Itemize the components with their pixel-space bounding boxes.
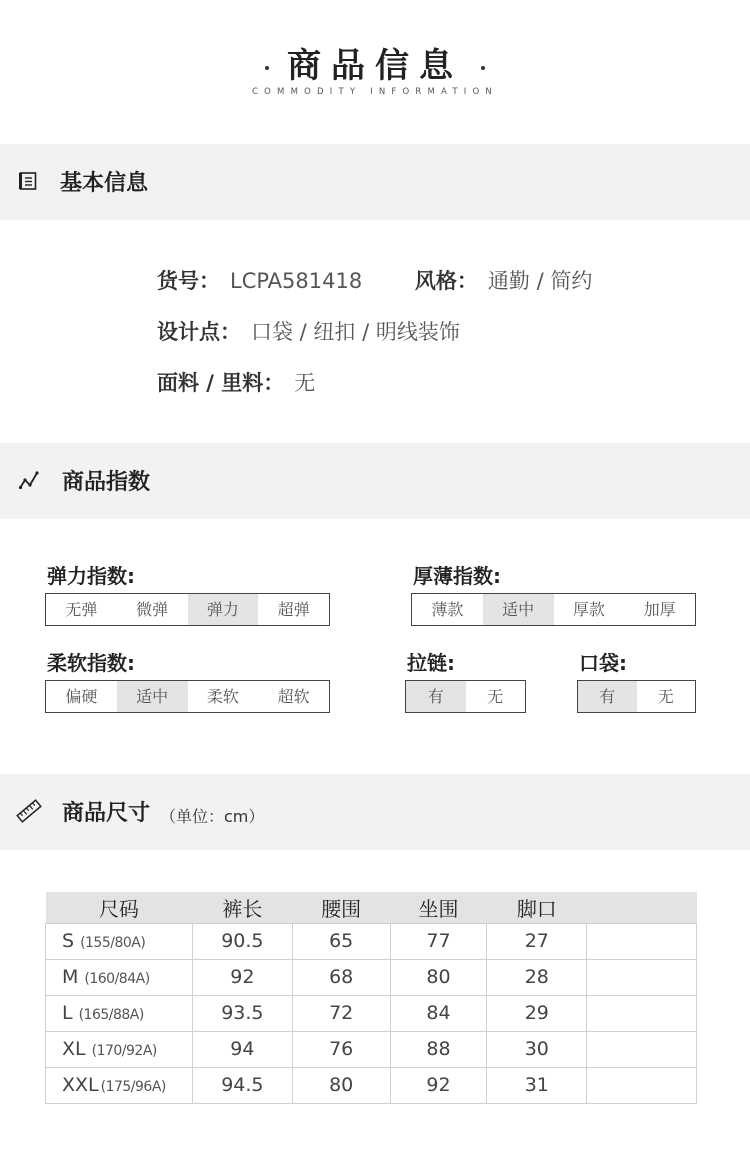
blank-cell: [587, 923, 697, 959]
size-table-header: [46, 892, 697, 923]
section-title-basic-info: 基本信息: [60, 171, 149, 196]
line-chart-icon: [18, 469, 40, 491]
size-cell: [46, 923, 193, 959]
col-header-blank: [587, 892, 697, 923]
section-bar-size: [0, 774, 750, 850]
length-cell: 94: [192, 1031, 292, 1067]
info-row-fabric: [157, 367, 315, 397]
thickness-scale: [411, 593, 696, 626]
elasticity-option: 微弹: [136, 600, 169, 619]
style-label: 风格：: [414, 269, 478, 293]
blank-cell: [587, 1031, 697, 1067]
fabric-label: 面料 / 里料：: [157, 371, 285, 395]
section-bar-index: [0, 443, 750, 519]
design-value: 口袋 / 纽扣 / 明线装饰: [251, 320, 460, 344]
page-subtitle: COMMODITY INFORMATION: [252, 87, 498, 97]
hip-cell: 84: [390, 995, 487, 1031]
title-dot-left: [265, 66, 269, 70]
elasticity-option: 超弹: [277, 600, 310, 619]
section-bar-basic-info: [0, 144, 750, 220]
softness-option: 柔软: [206, 687, 239, 706]
size-label: XL: [62, 1038, 86, 1060]
blank-cell: [587, 959, 697, 995]
zipper-scale: [405, 680, 526, 713]
waist-cell: 76: [292, 1031, 390, 1067]
page-title-text: 商品信息: [287, 46, 463, 86]
size-code: (165/88A): [78, 1007, 144, 1023]
size-cell: [46, 959, 193, 995]
table-row: [46, 1067, 697, 1103]
length-cell: 93.5: [192, 995, 292, 1031]
zipper-title: 拉链:: [407, 651, 455, 675]
thickness-title: 厚薄指数:: [413, 564, 501, 588]
length-cell: 94.5: [192, 1067, 292, 1103]
document-list-icon: [18, 170, 40, 192]
col-header-hem: 脚口: [487, 892, 587, 923]
size-cell: [46, 1067, 193, 1103]
waist-cell: 68: [292, 959, 390, 995]
col-header-length: 裤长: [192, 892, 292, 923]
ruler-icon: [16, 798, 42, 824]
softness-scale: [45, 680, 330, 713]
table-row: [46, 1031, 697, 1067]
table-row: [46, 995, 697, 1031]
thickness-option: 加厚: [643, 600, 676, 619]
info-row-design: [157, 316, 460, 346]
col-header-hip: 坐围: [390, 892, 487, 923]
fabric-value: 无: [294, 371, 316, 395]
size-code: (155/80A): [80, 935, 146, 951]
thickness-option: 适中: [483, 594, 554, 625]
item-no-value: LCPA581418: [230, 269, 363, 293]
pocket-option: 有: [578, 681, 637, 712]
elasticity-option: 无弹: [65, 600, 98, 619]
elasticity-option: 弹力: [188, 594, 259, 625]
pocket-title: 口袋:: [579, 651, 627, 675]
size-label: L: [62, 1002, 73, 1024]
elasticity-scale: [45, 593, 330, 626]
size-cell: [46, 1031, 193, 1067]
hem-cell: 30: [487, 1031, 587, 1067]
page-title: [0, 38, 750, 87]
hip-cell: 80: [390, 959, 487, 995]
elasticity-title: 弹力指数:: [47, 564, 135, 588]
waist-cell: 65: [292, 923, 390, 959]
softness-option: 适中: [117, 681, 188, 712]
hip-cell: 77: [390, 923, 487, 959]
size-code: (170/92A): [91, 1043, 157, 1059]
info-row-item-style: [157, 265, 592, 295]
zipper-option: 无: [487, 687, 504, 706]
blank-cell: [587, 995, 697, 1031]
style-value: 通勤 / 简约: [487, 269, 593, 293]
length-cell: 92: [192, 959, 292, 995]
size-unit-note: （单位：cm）: [160, 807, 265, 826]
col-header-waist: 腰围: [292, 892, 390, 923]
hem-cell: 29: [487, 995, 587, 1031]
table-row: [46, 923, 697, 959]
softness-title: 柔软指数:: [47, 651, 135, 675]
thickness-option: 薄款: [431, 600, 464, 619]
col-header-size: 尺码: [46, 892, 193, 923]
blank-cell: [587, 1067, 697, 1103]
size-table: [45, 892, 697, 1104]
hip-cell: 92: [390, 1067, 487, 1103]
section-title-index: 商品指数: [62, 470, 151, 495]
item-no-label: 货号：: [157, 269, 220, 293]
thickness-option: 厚款: [572, 600, 605, 619]
size-label: M: [62, 966, 79, 988]
waist-cell: 72: [292, 995, 390, 1031]
hem-cell: 31: [487, 1067, 587, 1103]
waist-cell: 80: [292, 1067, 390, 1103]
section-title-size: 商品尺寸: [62, 801, 151, 826]
softness-option: 偏硬: [65, 687, 98, 706]
length-cell: 90.5: [192, 923, 292, 959]
title-dot-right: [481, 66, 485, 70]
size-label: S: [62, 930, 75, 952]
pocket-scale: [577, 680, 696, 713]
hem-cell: 28: [487, 959, 587, 995]
size-code: (175/96A): [100, 1079, 166, 1095]
size-label: XXL: [62, 1074, 99, 1096]
size-code: (160/84A): [84, 971, 150, 987]
table-row: [46, 959, 697, 995]
hip-cell: 88: [390, 1031, 487, 1067]
hem-cell: 27: [487, 923, 587, 959]
softness-option: 超软: [277, 687, 310, 706]
pocket-option: 无: [657, 687, 674, 706]
zipper-option: 有: [406, 681, 466, 712]
design-label: 设计点：: [157, 320, 241, 344]
size-cell: [46, 995, 193, 1031]
